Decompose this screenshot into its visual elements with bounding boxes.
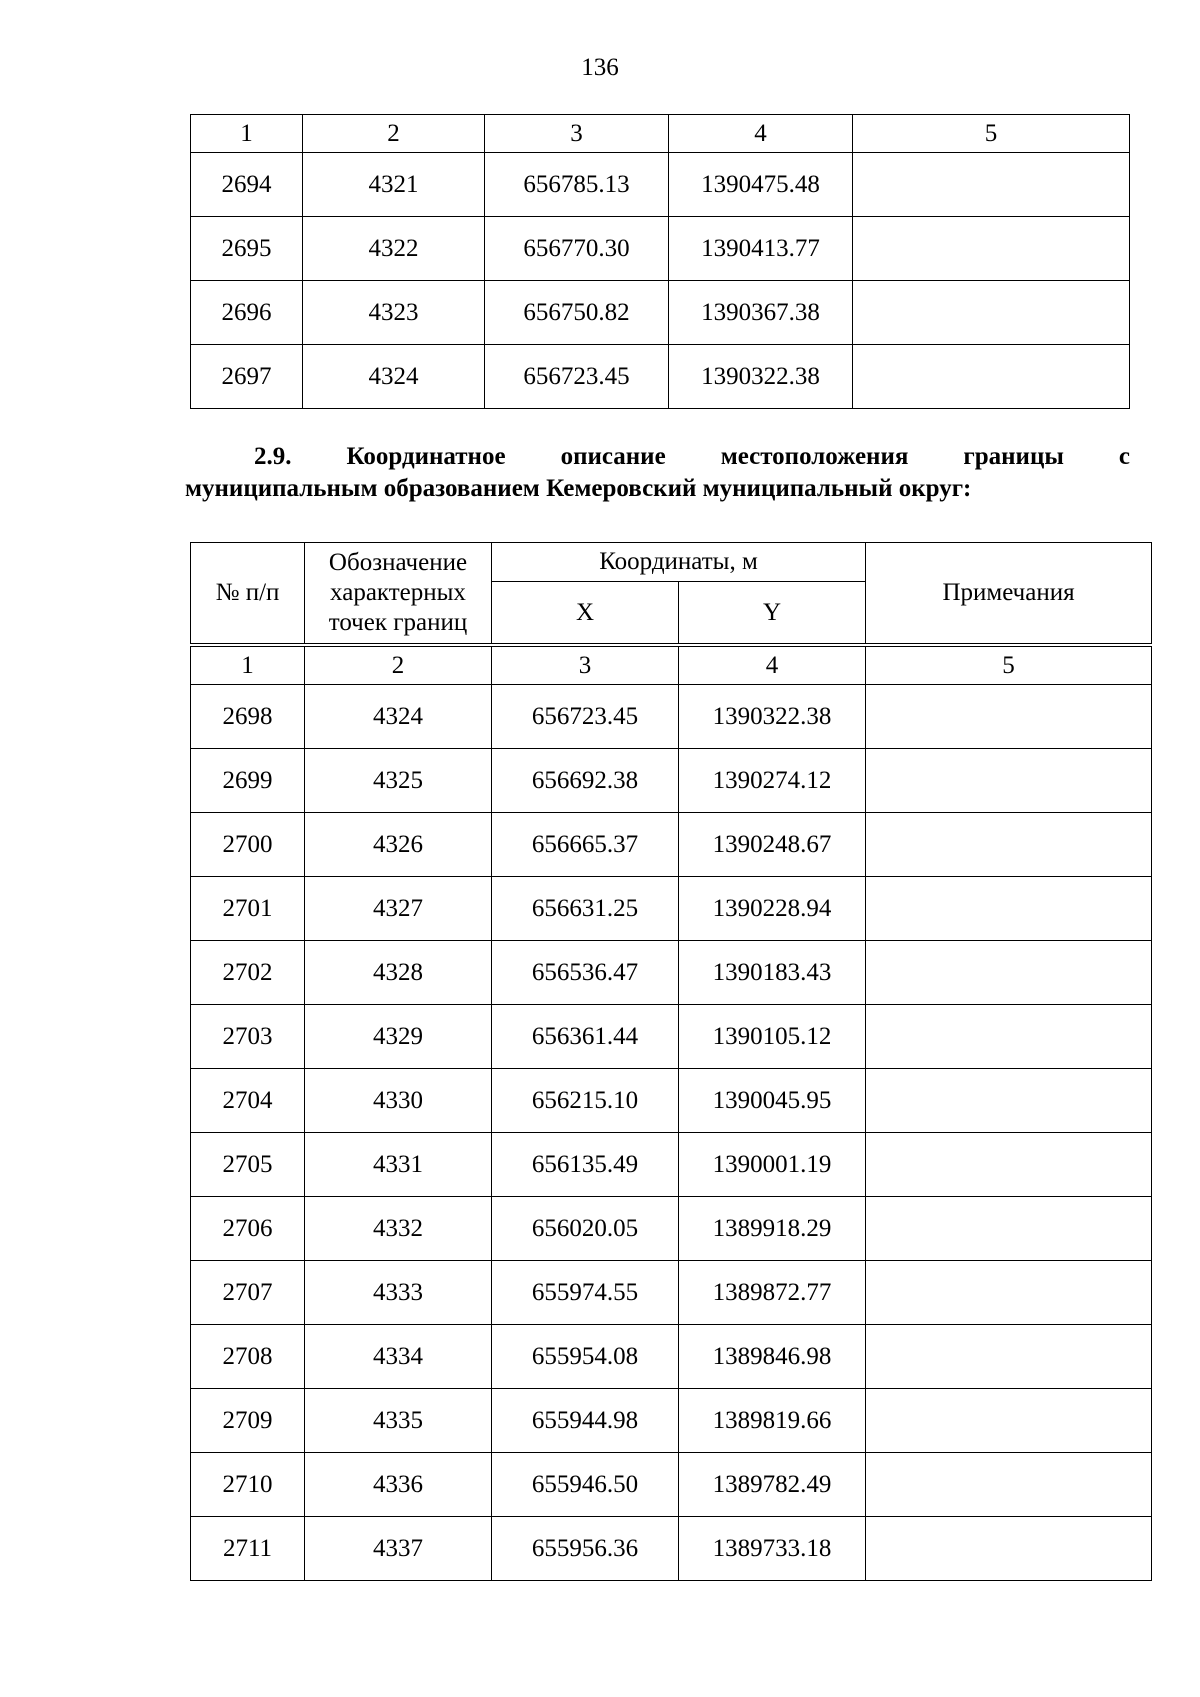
page-number: 136	[581, 54, 619, 81]
cell-notes	[866, 1133, 1152, 1197]
cell-x: 655974.55	[492, 1261, 679, 1325]
section-heading-line-1: 2.9. Координатное описание местоположения границы с	[254, 443, 1130, 470]
column-index-cell: 3	[485, 115, 669, 153]
cell-point: 4321	[303, 153, 485, 217]
cell-notes	[866, 1069, 1152, 1133]
cell-x: 656536.47	[492, 941, 679, 1005]
cell-notes	[866, 749, 1152, 813]
cell-notes	[866, 685, 1152, 749]
header-number: № п/п	[191, 543, 305, 646]
table-row	[191, 217, 1130, 281]
section-heading	[185, 441, 1130, 505]
cell-point: 4324	[303, 345, 485, 409]
table-row	[191, 1389, 1152, 1453]
header-y: Y	[679, 582, 866, 646]
table-row	[191, 941, 1152, 1005]
cell-number: 2709	[191, 1389, 305, 1453]
table-row	[191, 1197, 1152, 1261]
column-index-cell: 3	[492, 645, 679, 685]
cell-point: 4329	[305, 1005, 492, 1069]
cell-number: 2707	[191, 1261, 305, 1325]
column-index-cell: 5	[866, 645, 1152, 685]
table-row	[191, 1517, 1152, 1581]
coordinates-table	[190, 542, 1152, 1581]
cell-point: 4332	[305, 1197, 492, 1261]
cell-point: 4334	[305, 1325, 492, 1389]
cell-point: 4322	[303, 217, 485, 281]
cell-x: 655944.98	[492, 1389, 679, 1453]
column-index-cell: 2	[305, 645, 492, 685]
cell-number: 2695	[191, 217, 303, 281]
column-index-cell: 5	[853, 115, 1130, 153]
cell-number: 2694	[191, 153, 303, 217]
cell-notes	[866, 877, 1152, 941]
cell-number: 2702	[191, 941, 305, 1005]
column-index-cell: 1	[191, 115, 303, 153]
table-row	[191, 1005, 1152, 1069]
cell-x: 656750.82	[485, 281, 669, 345]
cell-notes	[866, 1261, 1152, 1325]
cell-x: 656785.13	[485, 153, 669, 217]
coordinates-table-continued	[190, 114, 1130, 409]
cell-x: 656723.45	[485, 345, 669, 409]
header-coordinates: Координаты, м	[492, 543, 866, 582]
cell-y: 1389733.18	[679, 1517, 866, 1581]
table-row	[191, 345, 1130, 409]
table-header	[191, 543, 1152, 646]
cell-y: 1389782.49	[679, 1453, 866, 1517]
cell-point: 4333	[305, 1261, 492, 1325]
cell-x: 655956.36	[492, 1517, 679, 1581]
cell-x: 656135.49	[492, 1133, 679, 1197]
cell-point: 4335	[305, 1389, 492, 1453]
cell-point: 4331	[305, 1133, 492, 1197]
cell-number: 2703	[191, 1005, 305, 1069]
cell-notes	[866, 813, 1152, 877]
cell-y: 1390367.38	[669, 281, 853, 345]
column-index-row	[191, 645, 1152, 685]
table-row	[191, 281, 1130, 345]
cell-point: 4336	[305, 1453, 492, 1517]
cell-x: 656215.10	[492, 1069, 679, 1133]
cell-number: 2710	[191, 1453, 305, 1517]
cell-notes	[866, 1197, 1152, 1261]
cell-number: 2697	[191, 345, 303, 409]
cell-notes	[866, 1005, 1152, 1069]
cell-x: 656361.44	[492, 1005, 679, 1069]
cell-y: 1390228.94	[679, 877, 866, 941]
table-row	[191, 153, 1130, 217]
cell-number: 2705	[191, 1133, 305, 1197]
cell-y: 1390413.77	[669, 217, 853, 281]
cell-y: 1390322.38	[669, 345, 853, 409]
cell-number: 2701	[191, 877, 305, 941]
cell-number: 2698	[191, 685, 305, 749]
cell-y: 1390045.95	[679, 1069, 866, 1133]
cell-x: 656020.05	[492, 1197, 679, 1261]
cell-y: 1390274.12	[679, 749, 866, 813]
cell-number: 2711	[191, 1517, 305, 1581]
cell-point: 4337	[305, 1517, 492, 1581]
cell-notes	[866, 941, 1152, 1005]
column-index-cell: 1	[191, 645, 305, 685]
cell-x: 655946.50	[492, 1453, 679, 1517]
cell-x: 656631.25	[492, 877, 679, 941]
cell-y: 1389918.29	[679, 1197, 866, 1261]
cell-number: 2699	[191, 749, 305, 813]
cell-point: 4323	[303, 281, 485, 345]
cell-y: 1389846.98	[679, 1325, 866, 1389]
cell-notes	[866, 1389, 1152, 1453]
cell-point: 4325	[305, 749, 492, 813]
section-heading-line-2: муниципальным образованием Кемеровский муниципальный округ:	[185, 475, 972, 502]
cell-number: 2704	[191, 1069, 305, 1133]
table-body	[191, 645, 1152, 1581]
cell-point: 4324	[305, 685, 492, 749]
cell-number: 2696	[191, 281, 303, 345]
cell-y: 1390248.67	[679, 813, 866, 877]
cell-x: 656770.30	[485, 217, 669, 281]
header-designation: Обозначение характерных точек границ	[305, 543, 492, 646]
cell-y: 1390105.12	[679, 1005, 866, 1069]
table-row	[191, 1133, 1152, 1197]
cell-y: 1390475.48	[669, 153, 853, 217]
cell-y: 1389819.66	[679, 1389, 866, 1453]
cell-y: 1390322.38	[679, 685, 866, 749]
table-row	[191, 813, 1152, 877]
cell-y: 1390183.43	[679, 941, 866, 1005]
cell-notes	[853, 153, 1130, 217]
table-row	[191, 685, 1152, 749]
cell-number: 2708	[191, 1325, 305, 1389]
table-row	[191, 877, 1152, 941]
cell-number: 2700	[191, 813, 305, 877]
cell-x: 656665.37	[492, 813, 679, 877]
table-row	[191, 1453, 1152, 1517]
cell-x: 656723.45	[492, 685, 679, 749]
table-row	[191, 1325, 1152, 1389]
cell-notes	[866, 1325, 1152, 1389]
cell-notes	[853, 281, 1130, 345]
cell-y: 1390001.19	[679, 1133, 866, 1197]
cell-notes	[866, 1517, 1152, 1581]
cell-x: 655954.08	[492, 1325, 679, 1389]
cell-point: 4326	[305, 813, 492, 877]
column-index-cell: 4	[679, 645, 866, 685]
cell-point: 4327	[305, 877, 492, 941]
cell-point: 4330	[305, 1069, 492, 1133]
cell-notes	[866, 1453, 1152, 1517]
table-row	[191, 1261, 1152, 1325]
header-notes: Примечания	[866, 543, 1152, 646]
cell-x: 656692.38	[492, 749, 679, 813]
header-row	[191, 543, 1152, 582]
cell-notes	[853, 345, 1130, 409]
cell-y: 1389872.77	[679, 1261, 866, 1325]
column-index-cell: 4	[669, 115, 853, 153]
column-index-row	[191, 115, 1130, 153]
header-x: X	[492, 582, 679, 646]
cell-number: 2706	[191, 1197, 305, 1261]
table-row	[191, 749, 1152, 813]
column-index-cell: 2	[303, 115, 485, 153]
table-body	[191, 115, 1130, 409]
cell-point: 4328	[305, 941, 492, 1005]
table-row	[191, 1069, 1152, 1133]
cell-notes	[853, 217, 1130, 281]
